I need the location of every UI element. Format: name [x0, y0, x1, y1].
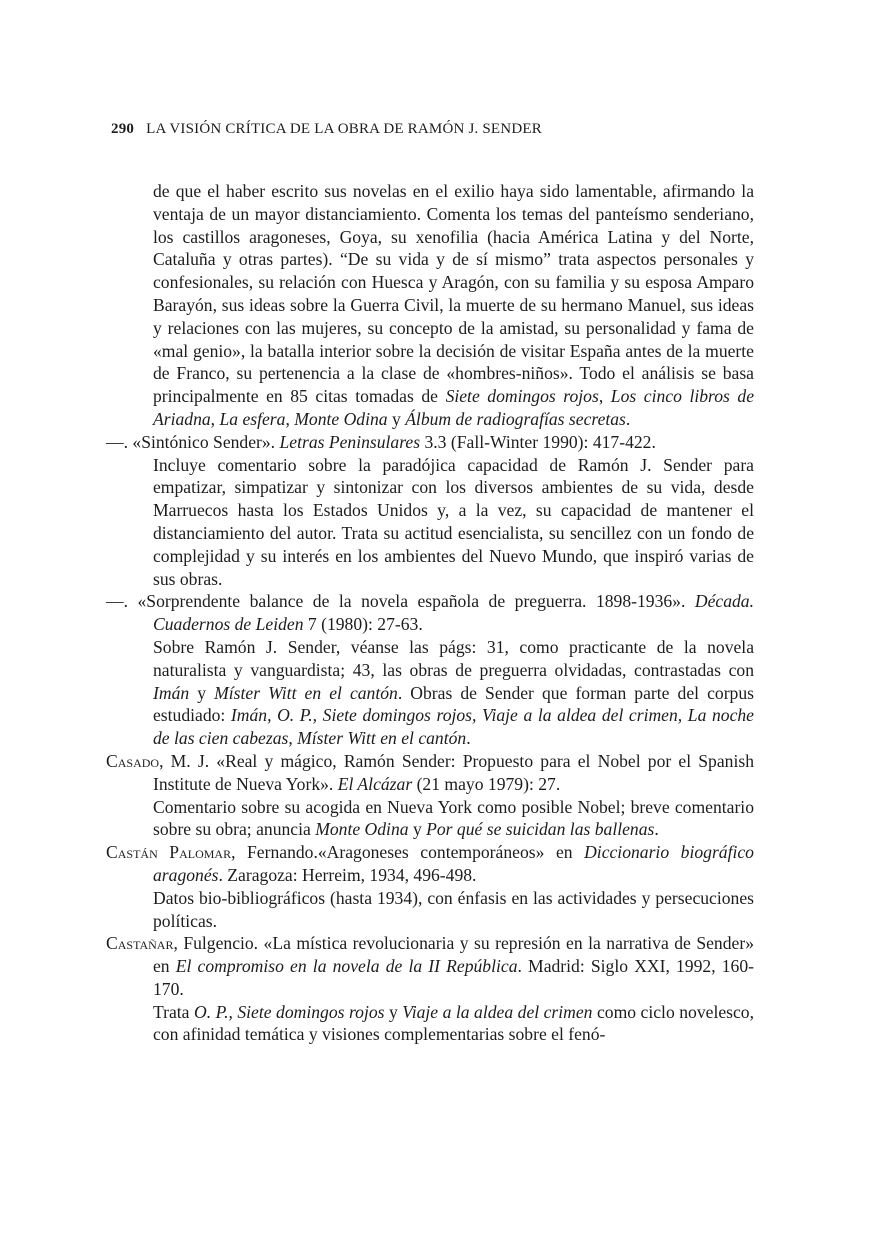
entry-annotation: Trata O. P., Siete domingos rojos y Viaje a la aldea del crimen como ciclo novelesco, con afinidad temática y visiones complementarias sobre el fenó-	[153, 1001, 754, 1045]
book-title: Imán	[153, 682, 190, 703]
author-name: Castañar	[106, 933, 174, 954]
journal-title: Década. Cuadernos de Leiden	[153, 591, 754, 635]
book-title: Monte Odina	[294, 408, 388, 429]
bibliography-entry-sorprendente: —. «Sorprendente balance de la novela española de preguerra. 1898-1936». Década. Cuadernos de Leiden 7 (1980): 27-63.	[106, 591, 754, 635]
page-number: 290	[111, 121, 135, 137]
ditto-dash: —	[106, 591, 124, 612]
journal-title: Letras Peninsulares	[279, 431, 421, 452]
ditto-dash: —	[106, 431, 124, 452]
book-title: Los cinco libros de Ariadna	[153, 386, 755, 429]
running-header	[111, 121, 542, 138]
book-title: Diccionario biográfico aragonés	[153, 842, 754, 885]
book-title: La esfera	[219, 408, 286, 429]
entry-annotation: Comentario sobre su acogida en Nueva York como posible Nobel; breve comentario sobre su obra; anuncia Monte Odina y Por qué se suicidan las ballenas.	[153, 796, 754, 840]
running-title: LA VISIÓN CRÍTICA DE LA OBRA DE RAMÓN J. SENDER	[146, 121, 542, 137]
entry-annotation: Incluye comentario sobre la paradójica capacidad de Ramón J. Sender para empatizar, simpatizar y sintonizar con los diversos ambientes de su vida, desde Marruecos hasta los Estados Unidos y, a la vez, su capacidad de mantener el distanciamiento del autor. Trata su actitud esencialista, su sencillez con un fondo de complejidad y su interés en los ambientes del Nuevo Mundo, que inspiró varias de sus obras.	[153, 454, 754, 589]
book-title: Por qué se suicidan las ballenas	[426, 819, 655, 840]
bibliography-entry-casado: Casado, M. J. «Real y mágico, Ramón Sender: Propuesto para el Nobel por el Spanish Institute de Nueva York». El Alcázar (21 mayo 1979): 27.	[106, 750, 754, 794]
entry-annotation: Datos bio-bibliográficos (hasta 1934), con énfasis en las actividades y persecuciones políticas.	[153, 887, 754, 931]
entry-annotation: Sobre Ramón J. Sender, véanse las págs: 31, como practicante de la novela naturalista y vanguardista; 43, las obras de preguerra olvidadas, contrastadas con Imán y Míster Witt en el cantón. Obras de Sender que forman parte del corpus estudiado: Imán, O. P., Siete domingos rojos, Viaje a la aldea del crimen, La noche de las cien cabezas, Míster Witt en el cantón.	[153, 636, 754, 749]
book-title-list: Imán, O. P., Siete domingos rojos, Viaje a la aldea del crimen, La noche de las cien cabezas, Míster Witt en el cantón	[153, 705, 754, 749]
book-title: Álbum de radiografías secretas	[405, 408, 626, 429]
book-title: Monte Odina	[315, 819, 409, 840]
book-title: Míster Witt en el cantón	[214, 682, 398, 703]
author-name: Castán Palomar	[106, 842, 232, 863]
continued-annotation: de que el haber escrito sus novelas en el exilio haya sido lamentable, afirmando la ventaja de un mayor distanciamiento. Comenta los temas del panteísmo senderiano, los castillos aragoneses, Goya, su xenofilia (hacia América Latina y del Norte, Cataluña y otras partes). “De su vida y de sí mismo” trata aspectos personales y confesionales, su relación con Huesca y Aragón, con su familia y su esposa Amparo Barayón, sus ideas sobre la Guerra Civil, la muerte de su hermano Manuel, sus ideas y relaciones con las mujeres, su concepto de la amistad, su personalidad y fama de «mal genio», la batalla interior sobre la decisión de visitar España antes de la muerte de Franco, su pertenencia a la clase de «hombres-niños». Todo el análisis se basa principalmente en 85 citas tomadas de Siete domingos rojos, Los cinco libros de Ariadna, La esfera, Monte Odina y Álbum de radiografías secretas.	[153, 181, 755, 429]
book-title: El compromiso en la novela de la II República	[175, 956, 518, 977]
bibliography-entry-castan: Castán Palomar, Fernando.«Aragoneses contemporáneos» en Diccionario biográfico aragonés. Zaragoza: Herreim, 1934, 496-498.	[106, 842, 754, 885]
bibliography-entry-castanar: Castañar, Fulgencio. «La mística revolucionaria y su represión en la narrativa de Sender» en El compromiso en la novela de la II República. Madrid: Siglo XXI, 1992, 160-170.	[106, 933, 755, 999]
bibliography-body	[106, 180, 754, 1046]
journal-title: El Alcázar	[337, 773, 413, 794]
book-title: Viaje a la aldea del crimen	[402, 1001, 593, 1022]
author-name: Casado	[106, 750, 160, 771]
book-title: O. P., Siete domingos rojos	[194, 1001, 385, 1022]
bibliography-entry-sintonico: —. «Sintónico Sender». Letras Peninsulares 3.3 (Fall-Winter 1990): 417-422.	[106, 431, 656, 452]
book-title: Siete domingos rojos	[445, 386, 599, 407]
